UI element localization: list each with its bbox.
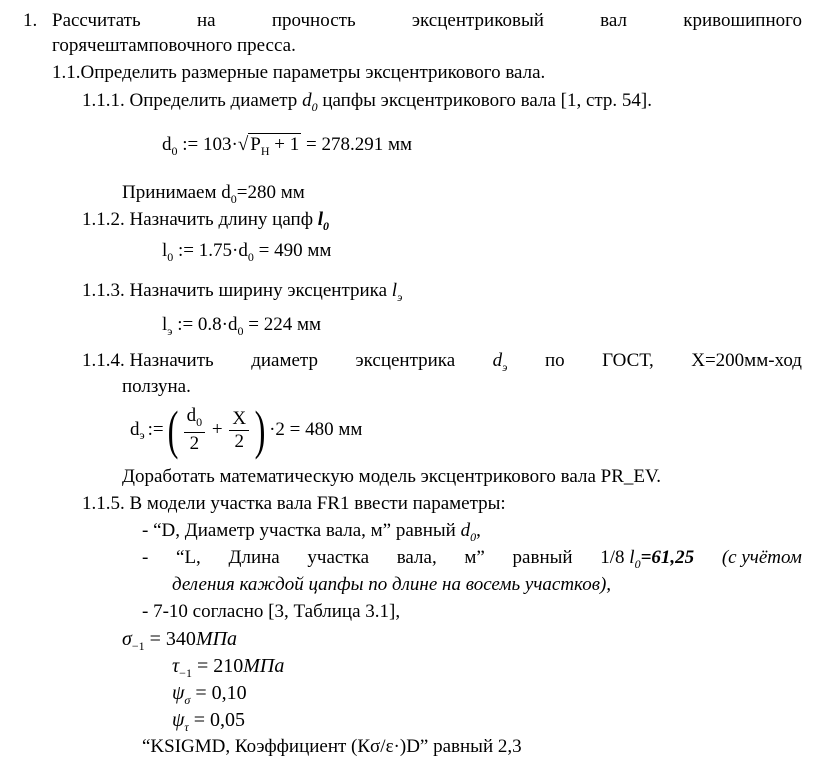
word: м” bbox=[464, 547, 485, 568]
word: ГОСТ, bbox=[602, 350, 654, 371]
dash: - bbox=[142, 601, 149, 622]
val: = 340 bbox=[144, 628, 196, 650]
word: Длина bbox=[228, 547, 280, 568]
var-sub: 0 bbox=[470, 529, 477, 544]
dash: - bbox=[142, 547, 149, 568]
cut-off-line: “KSIGMD, Коэффициент (Кσ/ε·)D” равный 2,3 bbox=[142, 736, 522, 757]
fraction-d0-over-2 bbox=[184, 405, 206, 456]
bold-value: =61,25 bbox=[640, 547, 695, 568]
length-expression bbox=[600, 547, 694, 572]
word: 1/8 bbox=[600, 547, 625, 568]
expr-sub: 0 bbox=[247, 249, 254, 264]
item-1-number: 1. bbox=[23, 10, 38, 31]
lhs-sub: э bbox=[139, 427, 145, 442]
val: = 0,05 bbox=[188, 709, 245, 731]
numerator: X bbox=[229, 408, 249, 431]
word: по bbox=[544, 350, 565, 371]
psi-tau-line bbox=[172, 709, 245, 735]
expr-sub: 0 bbox=[237, 323, 244, 338]
item-1-word: на bbox=[196, 10, 216, 31]
section-1-1-5: 1.1.5. В модели участка вала FR1 ввести параметры: bbox=[82, 493, 506, 514]
text: Принимаем d bbox=[122, 182, 231, 203]
denominator: 2 bbox=[234, 430, 244, 452]
var-de bbox=[493, 350, 508, 375]
var: d bbox=[460, 520, 471, 541]
lhs-sub: 0 bbox=[171, 143, 178, 158]
sub: −1 bbox=[131, 639, 145, 653]
formula-l0 bbox=[162, 240, 331, 265]
word: вала, bbox=[396, 547, 437, 568]
right-paren: ) bbox=[254, 400, 266, 460]
lhs: d bbox=[130, 419, 140, 440]
var-sub: э bbox=[502, 359, 508, 374]
fraction-x-over-2 bbox=[229, 408, 249, 453]
bullet-3 bbox=[142, 601, 400, 623]
section-1-1-2 bbox=[82, 209, 329, 234]
result: = 490 мм bbox=[253, 240, 332, 261]
sub: −1 bbox=[179, 666, 192, 680]
lhs-sub: 0 bbox=[167, 249, 174, 264]
var-sub: 0 bbox=[311, 99, 318, 114]
radicand-rest: + 1 bbox=[269, 134, 300, 155]
sym: τ bbox=[172, 655, 180, 677]
text: =280 мм bbox=[236, 182, 305, 203]
dash: - bbox=[142, 520, 149, 541]
lhs: l bbox=[162, 314, 168, 335]
bullet-2-line1 bbox=[142, 547, 802, 572]
unit: МПа bbox=[243, 655, 285, 677]
sqrt-sign: √ bbox=[237, 134, 249, 155]
val: = 0,10 bbox=[190, 682, 247, 704]
word: равный bbox=[512, 547, 573, 568]
text: “D, Диаметр участка вала, м” равный bbox=[153, 520, 461, 541]
sym: ψ bbox=[172, 709, 185, 731]
section-1-1-4-line2: ползуна. bbox=[122, 376, 191, 397]
section-1-1-3 bbox=[82, 280, 402, 305]
var-sub: э bbox=[397, 289, 403, 304]
lhs: d bbox=[162, 134, 172, 155]
text: цапфы эксцентрикового вала [1, стр. 54]. bbox=[317, 90, 653, 111]
word: 1.1.4. Назначить bbox=[82, 350, 214, 371]
section-1-1-1 bbox=[82, 90, 652, 115]
text: 7-10 согласно [3, Таблица 3.1], bbox=[153, 601, 401, 622]
bullet-1 bbox=[142, 520, 481, 545]
item-1-line1 bbox=[52, 10, 802, 32]
item-1-line2: горячештамповочного пресса. bbox=[52, 35, 296, 56]
bullet-2-line2: деления каждой цапфы по длине на восемь участков), bbox=[172, 574, 612, 595]
result: = 278.291 мм bbox=[301, 134, 412, 155]
var: l bbox=[629, 547, 635, 568]
section-1-1-4-line1 bbox=[82, 350, 802, 375]
sym: ψ bbox=[172, 682, 185, 704]
sym: σ bbox=[122, 628, 132, 650]
word: участка bbox=[307, 547, 370, 568]
word: “L, bbox=[176, 547, 201, 568]
word: эксцентрика bbox=[355, 350, 456, 371]
lhs-sub: э bbox=[167, 323, 173, 338]
italic-note: (с учётом bbox=[721, 547, 802, 568]
sub: 0 bbox=[230, 191, 237, 206]
text: 1.1.2. Назначить длину цапф bbox=[82, 209, 318, 230]
var-sub: 0 bbox=[323, 218, 330, 233]
radicand: P bbox=[250, 134, 261, 155]
item-1-word: прочность bbox=[271, 10, 356, 31]
var: l bbox=[391, 280, 398, 301]
sqrt-radicand bbox=[248, 133, 301, 158]
psi-sigma-line bbox=[172, 682, 247, 708]
item-1-word: Рассчитать bbox=[52, 10, 141, 31]
sub: τ bbox=[184, 720, 189, 734]
var-sub: 0 bbox=[634, 556, 641, 571]
item-1-word: эксцентриковый bbox=[411, 10, 544, 31]
text: 1.1.1. Определить диаметр bbox=[82, 90, 303, 111]
radicand-sub: H bbox=[260, 143, 270, 158]
assign: := bbox=[147, 419, 164, 440]
section-1-1: 1.1.Определить размерные параметры эксцентрикового вала. bbox=[52, 62, 546, 83]
left-paren: ( bbox=[167, 400, 179, 460]
numerator bbox=[184, 405, 206, 434]
unit: МПа bbox=[195, 628, 238, 650]
result: = 224 мм bbox=[243, 314, 322, 335]
sub: σ bbox=[184, 693, 191, 707]
item-1-word: кривошипного bbox=[683, 10, 802, 31]
formula-d0 bbox=[162, 134, 412, 159]
num-var: d bbox=[186, 404, 197, 426]
word: Х=200мм-ход bbox=[691, 350, 802, 371]
expr: := 1.75·d bbox=[173, 240, 248, 261]
accept-line bbox=[122, 182, 305, 207]
word: диаметр bbox=[251, 350, 318, 371]
tail: , bbox=[476, 520, 481, 541]
assign: := 103· bbox=[177, 134, 238, 155]
var: l bbox=[317, 209, 324, 230]
lhs: l bbox=[162, 240, 168, 261]
var: d bbox=[302, 90, 312, 111]
item-1-word: вал bbox=[600, 10, 627, 31]
tail: ·2 = 480 мм bbox=[269, 419, 363, 440]
plus: + bbox=[207, 419, 228, 440]
sigma-line bbox=[122, 628, 237, 654]
denominator: 2 bbox=[189, 433, 200, 455]
num-sub: 0 bbox=[196, 414, 203, 429]
tau-line bbox=[172, 655, 284, 681]
formula-de bbox=[130, 400, 362, 460]
formula-le bbox=[162, 314, 321, 339]
val: = 210 bbox=[191, 655, 244, 677]
expr: := 0.8·d bbox=[172, 314, 238, 335]
refine-line: Доработать математическую модель эксцентрикового вала PR_EV. bbox=[122, 466, 662, 487]
text: 1.1.3. Назначить ширину эксцентрика bbox=[82, 280, 392, 301]
var: d bbox=[492, 350, 503, 371]
